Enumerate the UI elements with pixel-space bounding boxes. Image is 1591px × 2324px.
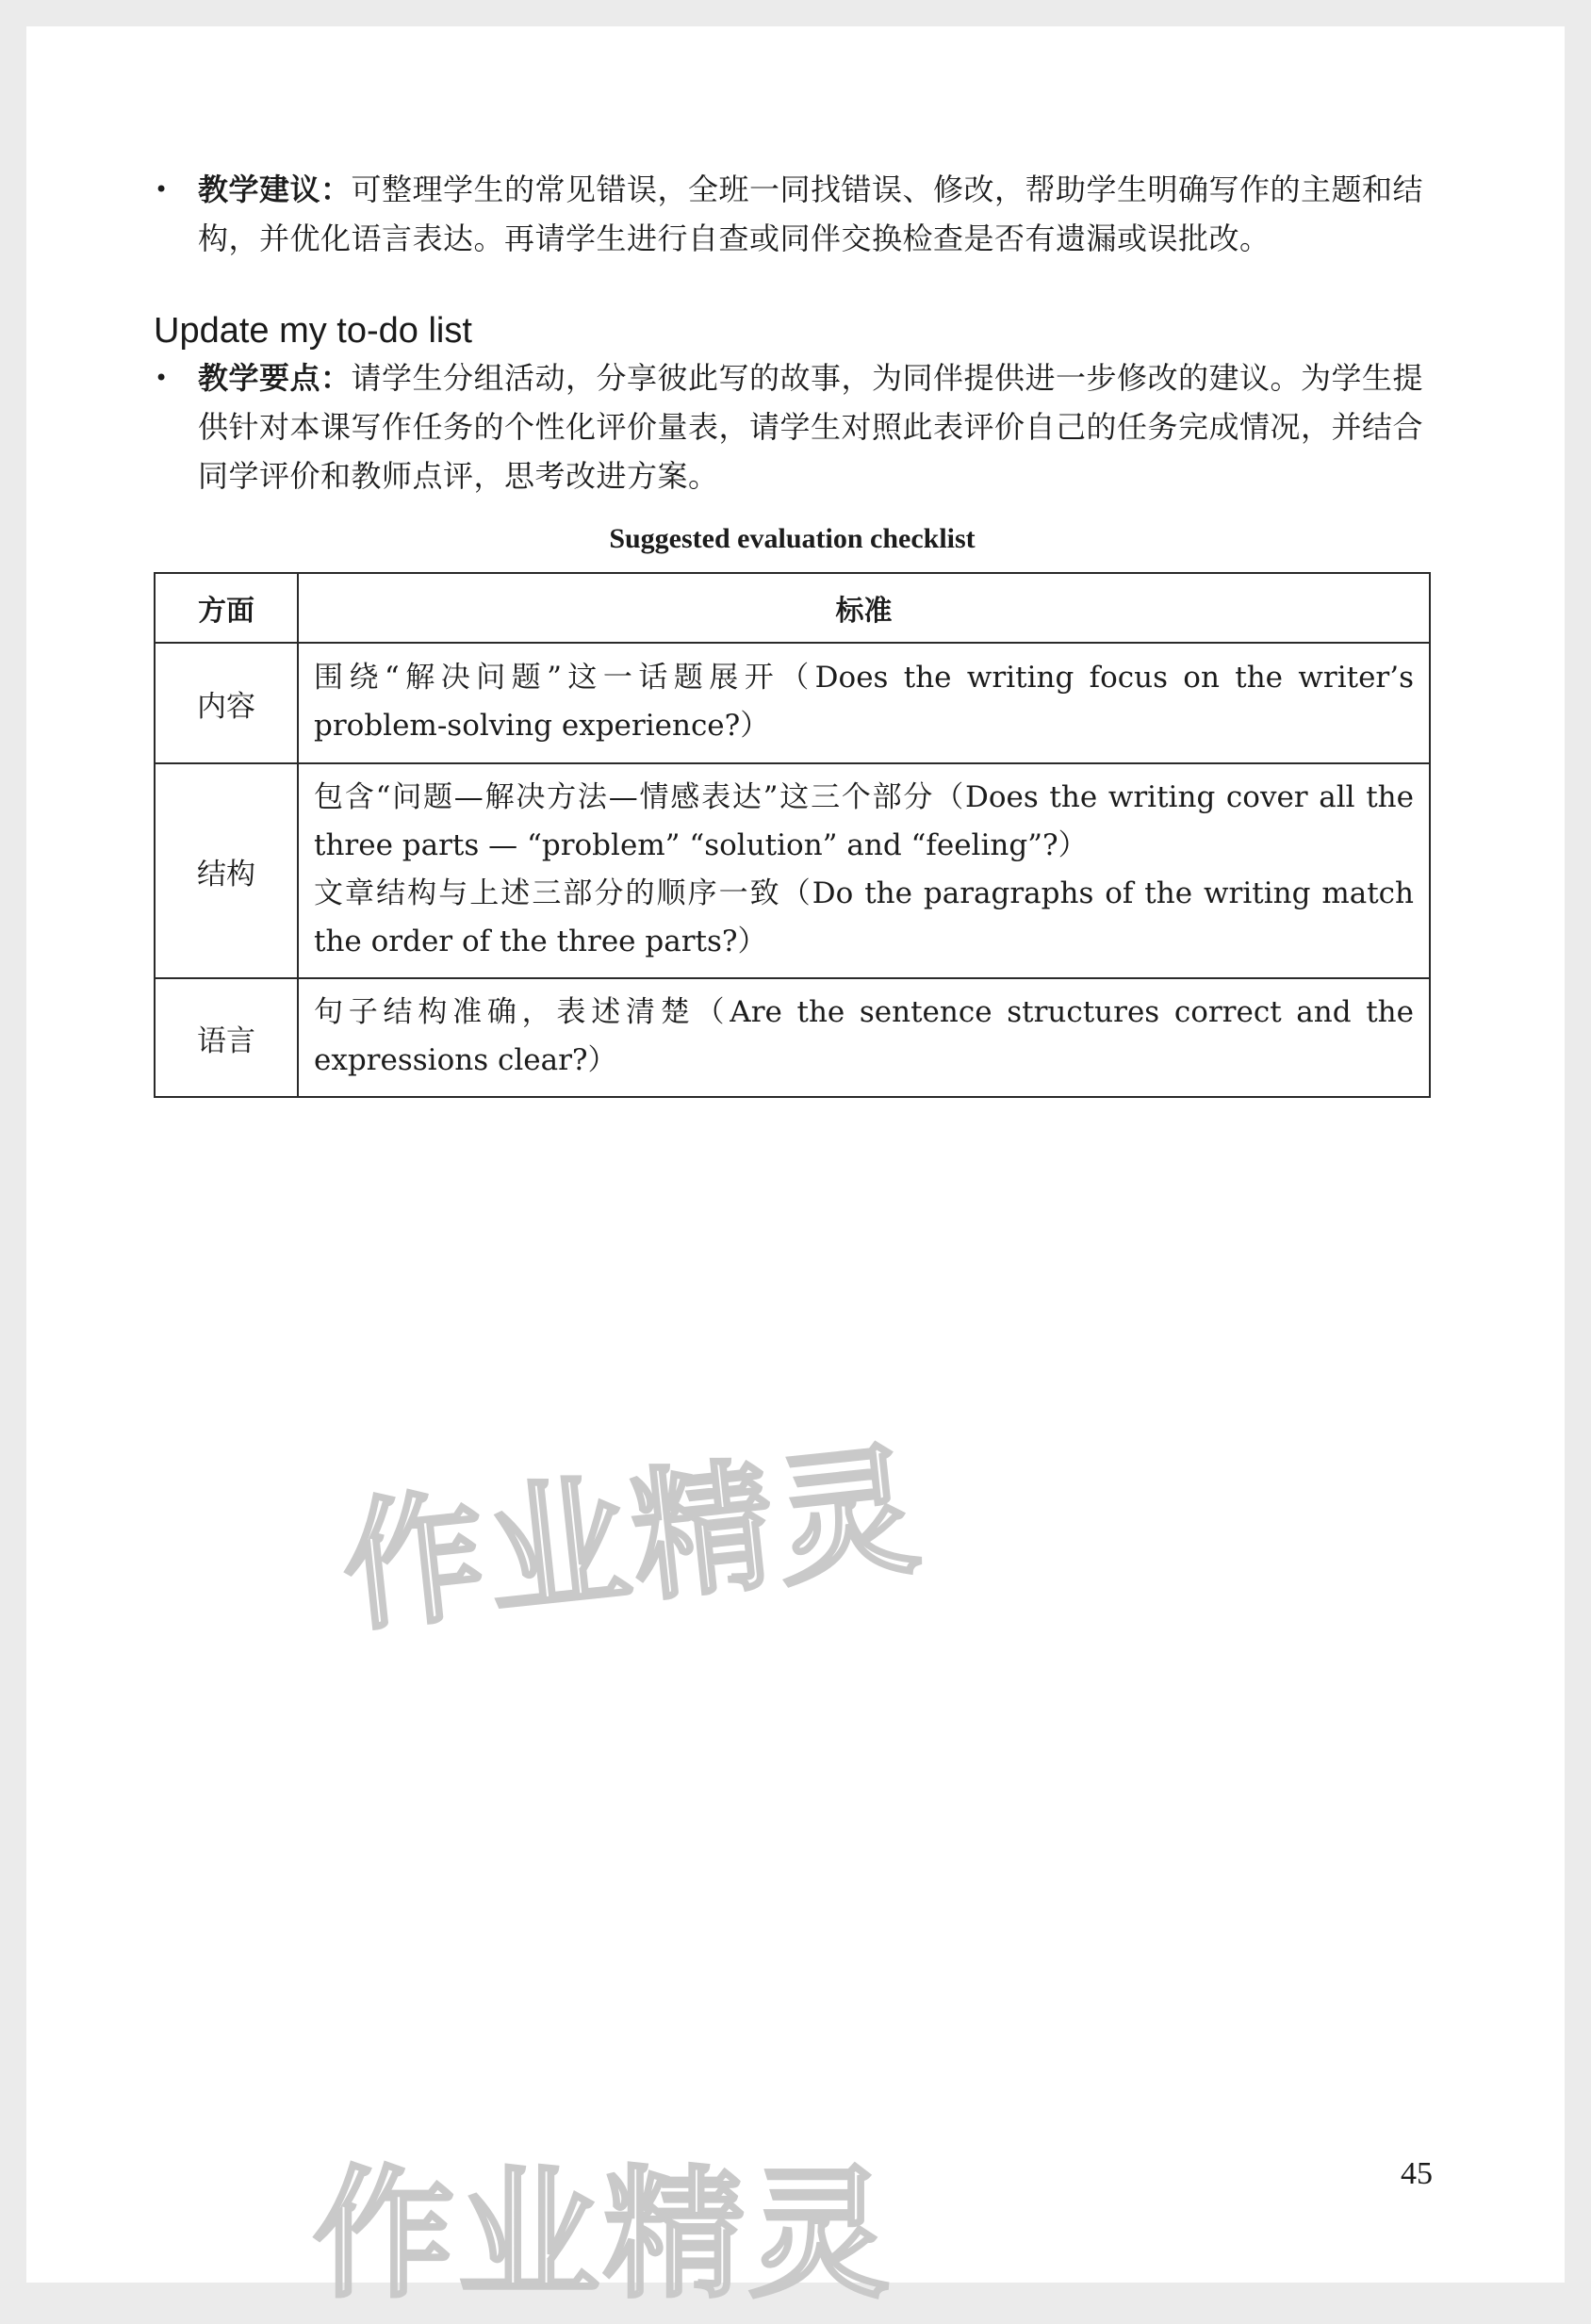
header-aspect: 方面 <box>155 573 298 643</box>
key-points-text: 请学生分组活动，分享彼此写的故事，为同伴提供进一步修改的建议。为学生提供针对本课写作任务的个性化评价量表，请学生对照此表评价自己的任务完成情况，并结合同学评价和教师点评，思考改进方案。 <box>198 360 1424 494</box>
aspect-cell: 语言 <box>155 978 298 1097</box>
page-number: 45 <box>1401 2156 1433 2191</box>
aspect-cell: 结构 <box>155 763 298 978</box>
table-row <box>155 978 1430 1097</box>
table-header-row <box>155 573 1430 643</box>
teaching-key-points <box>155 353 1433 500</box>
teaching-suggestion <box>155 165 1433 263</box>
watermark: 作业精灵 <box>313 2153 894 2317</box>
criteria-line: 包含“问题—解决方法—情感表达”这三个部分（Does the writing cover all the three parts — “problem” “solution” and “feeling”?） <box>314 780 1414 862</box>
table-row <box>155 643 1430 763</box>
bullet-dot: • <box>155 176 169 203</box>
criteria-cell <box>298 763 1430 978</box>
suggestion-label: 教学建议： <box>198 172 352 207</box>
criteria-line: 句子结构准确，表述清楚（Are the sentence structures correct and the expressions clear?） <box>314 995 1414 1077</box>
aspect-cell: 内容 <box>155 643 298 763</box>
bullet-dot: • <box>155 365 169 391</box>
section-heading: Update my to-do list <box>154 311 472 351</box>
evaluation-checklist-table <box>154 572 1431 1098</box>
watermark: 作业精灵 <box>335 1428 930 1652</box>
criteria-line: 围绕“解决问题”这一话题展开（Does the writing focus on the writer’s problem-solving experience?） <box>314 661 1414 743</box>
table-caption: Suggested evaluation checklist <box>609 523 976 554</box>
table-row <box>155 763 1430 978</box>
criteria-line: 文章结构与上述三部分的顺序一致（Do the paragraphs of the writing match the order of the three parts?） <box>314 876 1414 958</box>
suggestion-text: 可整理学生的常见错误，全班一同找错误、修改，帮助学生明确写作的主题和结构，并优化语言表达。再请学生进行自查或同伴交换检查是否有遗漏或误批改。 <box>198 172 1424 256</box>
key-points-label: 教学要点： <box>198 360 352 396</box>
header-criteria: 标准 <box>298 573 1430 643</box>
criteria-cell <box>298 643 1430 763</box>
criteria-cell <box>298 978 1430 1097</box>
